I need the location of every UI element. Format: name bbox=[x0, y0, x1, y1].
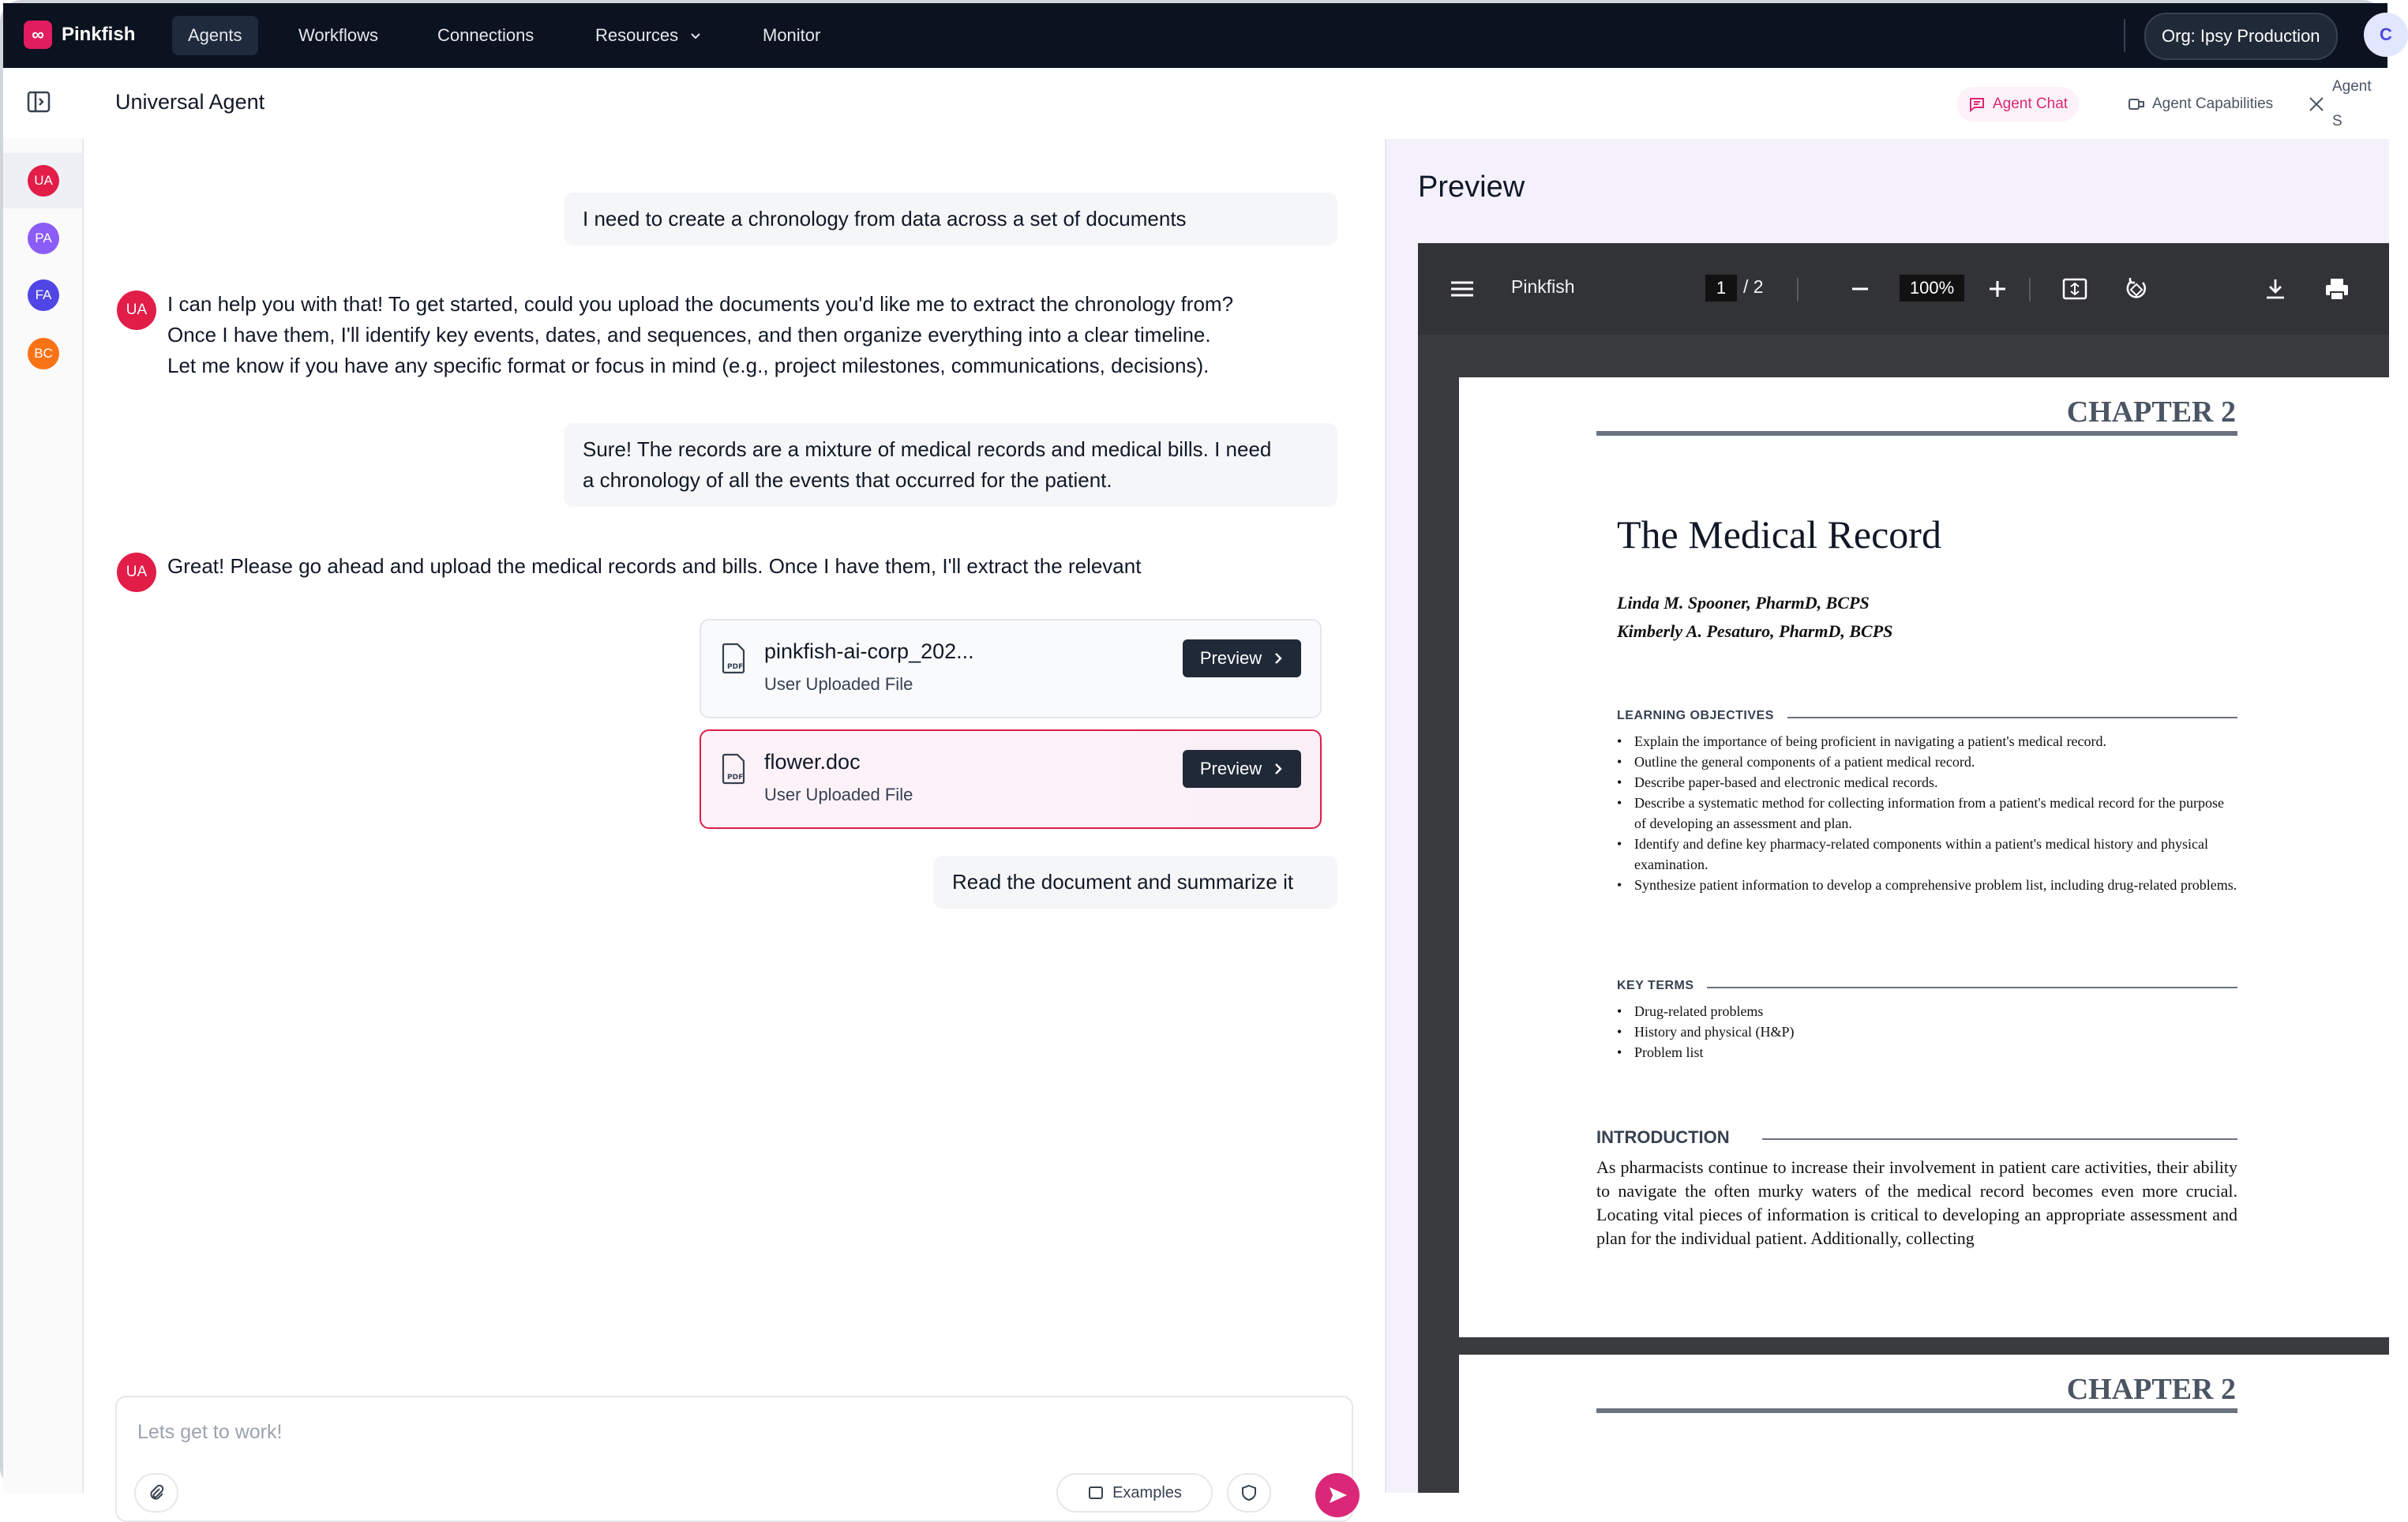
list-item: • Describe paper-based and electronic medical records. bbox=[1617, 772, 2237, 793]
shield-icon bbox=[1240, 1484, 1258, 1501]
tab-label: Agent S bbox=[2332, 78, 2372, 129]
preview-panel bbox=[1385, 139, 2389, 1493]
zoom-level[interactable]: 100% bbox=[1900, 275, 1964, 302]
intro-heading: INTRODUCTION bbox=[1596, 1127, 1730, 1147]
org-switcher[interactable]: Org: Ipsy Production bbox=[2144, 13, 2338, 60]
chapter-label: CHAPTER 2 bbox=[2066, 395, 2236, 429]
page-header bbox=[3, 68, 2387, 141]
tools-icon bbox=[2307, 95, 2326, 114]
list-item: • Synthesize patient information to develop a comprehensive problem list, including drug-related problems. bbox=[1617, 875, 2237, 895]
chevron-right-icon bbox=[1273, 762, 1284, 776]
nav-divider bbox=[2124, 19, 2125, 52]
capabilities-icon bbox=[2127, 95, 2146, 114]
preview-button[interactable] bbox=[1183, 750, 1301, 788]
file-attachment-selected[interactable] bbox=[700, 729, 1322, 829]
page-number-input[interactable]: 1 bbox=[1705, 275, 1737, 302]
pdf-page-1 bbox=[1459, 377, 2389, 1337]
send-button[interactable] bbox=[1315, 1473, 1360, 1517]
agent-message-line: Let me know if you have any specific format or focus in mind (e.g., project milestones, communications, decisions). bbox=[167, 354, 1210, 377]
list-item: • Drug-related problems bbox=[1617, 1001, 2237, 1022]
agent-avatar: UA bbox=[117, 553, 156, 592]
menu-icon[interactable] bbox=[1446, 273, 1478, 305]
user-message-line: a chronology of all the events that occurred for the patient. bbox=[583, 468, 1112, 492]
nav-connections[interactable]: Connections bbox=[437, 25, 534, 45]
logo[interactable] bbox=[24, 21, 135, 49]
list-item: • Describe a systematic method for collecting information from a patient's medical record for the purpose of developing an assessment and plan. bbox=[1617, 793, 2237, 834]
chat-panel bbox=[84, 139, 1385, 1501]
file-name: pinkfish-ai-corp_202... bbox=[764, 639, 974, 663]
chevron-right-icon bbox=[1273, 651, 1284, 665]
zoom-out-icon[interactable] bbox=[1844, 273, 1876, 305]
objectives-list bbox=[1617, 731, 2237, 895]
send-icon bbox=[1315, 1473, 1360, 1517]
agent-message-line: Great! Please go ahead and upload the medical records and bills. Once I have them, I'll extract the relevant bbox=[167, 554, 1142, 578]
examples-button[interactable] bbox=[1056, 1473, 1213, 1513]
zoom-in-icon[interactable] bbox=[1982, 273, 2013, 305]
objectives-heading: LEARNING OBJECTIVES bbox=[1617, 709, 1774, 722]
file-name: flower.doc bbox=[764, 750, 861, 774]
list-item: • History and physical (H&P) bbox=[1617, 1022, 2237, 1042]
agent-rail bbox=[3, 139, 84, 1493]
agent-message-line: I can help you with that! To get started, could you upload the documents you'd like me to extract the chronology from? bbox=[167, 292, 1234, 316]
page-title: Universal Agent bbox=[115, 90, 265, 114]
user-message: I need to create a chronology from data across a set of documents bbox=[564, 193, 1337, 246]
user-message: Read the document and summarize it bbox=[933, 856, 1337, 909]
toolbar-separator bbox=[2029, 278, 2031, 302]
sidebar-toggle-icon[interactable] bbox=[25, 88, 52, 115]
chat-composer[interactable] bbox=[115, 1396, 1353, 1522]
pdf-file-icon bbox=[720, 753, 747, 785]
pinkfish-logo-icon: ∞ bbox=[24, 21, 52, 49]
agent-message bbox=[167, 289, 1233, 381]
agent-avatar-bc[interactable]: BC bbox=[28, 338, 59, 369]
intro-paragraph: As pharmacists continue to increase their involvement in patient care activities, their ability to navigate the often murky waters of the medical record becomes even more crucial. Locating vital pieces of information is critical to developing an appropriate assessment and plan for the individual patient. Additionally, collecting bbox=[1596, 1157, 2237, 1248]
shield-button[interactable] bbox=[1227, 1473, 1271, 1513]
section-rule bbox=[1762, 1138, 2237, 1140]
agent-message-line: Once I have them, I'll identify key events, dates, and sequences, and then organize everything into a clear timeline. bbox=[167, 323, 1211, 347]
list-item: • Outline the general components of a patient medical record. bbox=[1617, 752, 2237, 772]
author: Kimberly A. Pesaturo, PharmD, BCPS bbox=[1617, 621, 1893, 641]
document-title: The Medical Record bbox=[1617, 512, 1941, 557]
document-authors bbox=[1617, 589, 1892, 646]
tab-label: Agent Chat bbox=[1993, 96, 2069, 112]
file-attachment[interactable] bbox=[700, 619, 1322, 718]
user-message-line: Sure! The records are a mixture of medical records and medical bills. I need bbox=[583, 437, 1272, 461]
chapter-rule bbox=[1596, 1408, 2237, 1413]
nav-resources[interactable] bbox=[579, 16, 718, 55]
pdf-doc-name: Pinkfish bbox=[1511, 276, 1575, 297]
examples-icon bbox=[1087, 1484, 1105, 1501]
pdf-page-2 bbox=[1459, 1355, 2389, 1497]
agent-avatar-ua[interactable]: UA bbox=[28, 165, 59, 197]
print-icon[interactable] bbox=[2321, 273, 2353, 305]
preview-title: Preview bbox=[1418, 171, 1525, 204]
app-name: Pinkfish bbox=[62, 24, 136, 45]
rotate-icon[interactable] bbox=[2121, 273, 2152, 305]
section-rule bbox=[1787, 717, 2237, 718]
user-avatar[interactable]: C bbox=[2364, 13, 2408, 57]
svg-text:PDF: PDF bbox=[727, 774, 744, 782]
list-item: • Explain the importance of being proficient in navigating a patient's medical record. bbox=[1617, 731, 2237, 752]
tab-label: Agent Capabilities bbox=[2152, 96, 2274, 112]
tab-agent-capabilities[interactable] bbox=[2116, 87, 2284, 122]
preview-button[interactable] bbox=[1183, 639, 1301, 677]
composer-input[interactable]: Lets get to work! bbox=[137, 1421, 283, 1443]
agent-avatar: UA bbox=[117, 291, 156, 330]
toolbar-separator bbox=[1797, 278, 1798, 302]
list-item: • Problem list bbox=[1617, 1042, 2237, 1063]
chevron-down-icon bbox=[689, 29, 702, 42]
user-message bbox=[564, 423, 1337, 507]
file-subtitle: User Uploaded File bbox=[764, 785, 913, 804]
pdf-toolbar bbox=[1418, 243, 2389, 335]
list-item: • Identify and define key pharmacy-related components within a patient's medical history and physical examination. bbox=[1617, 834, 2237, 875]
paperclip-icon bbox=[148, 1484, 165, 1501]
chat-icon bbox=[1967, 95, 1986, 114]
nav-monitor[interactable]: Monitor bbox=[763, 25, 821, 45]
preview-button-label: Preview bbox=[1199, 759, 1262, 778]
pdf-file-icon bbox=[720, 643, 747, 674]
examples-label: Examples bbox=[1112, 1483, 1182, 1501]
agent-avatar-pa[interactable]: PA bbox=[28, 223, 59, 254]
fit-page-icon[interactable] bbox=[2059, 273, 2091, 305]
key-terms-list bbox=[1617, 1001, 2237, 1063]
chapter-label: CHAPTER 2 bbox=[2066, 1373, 2236, 1406]
file-subtitle: User Uploaded File bbox=[764, 674, 913, 694]
key-terms-heading: KEY TERMS bbox=[1617, 979, 1694, 992]
chapter-rule bbox=[1596, 431, 2237, 436]
preview-button-label: Preview bbox=[1199, 648, 1262, 668]
nav-agents[interactable]: Agents bbox=[172, 16, 258, 55]
nav-workflows[interactable]: Workflows bbox=[298, 25, 379, 45]
agent-message bbox=[167, 551, 1141, 582]
tab-agent-chat[interactable] bbox=[1956, 87, 2079, 122]
download-icon[interactable] bbox=[2260, 273, 2291, 305]
section-rule bbox=[1707, 987, 2237, 988]
pdf-viewer[interactable] bbox=[1418, 243, 2389, 1493]
author: Linda M. Spooner, PharmD, BCPS bbox=[1617, 593, 1870, 613]
nav-resources-label: Resources bbox=[595, 25, 679, 45]
page-total: / 2 bbox=[1743, 276, 1764, 297]
attach-button[interactable] bbox=[134, 1473, 178, 1513]
tab-agent-settings[interactable] bbox=[2296, 78, 2387, 129]
top-nav bbox=[3, 3, 2392, 68]
svg-text:PDF: PDF bbox=[727, 663, 744, 671]
agent-avatar-fa[interactable]: FA bbox=[28, 279, 59, 311]
